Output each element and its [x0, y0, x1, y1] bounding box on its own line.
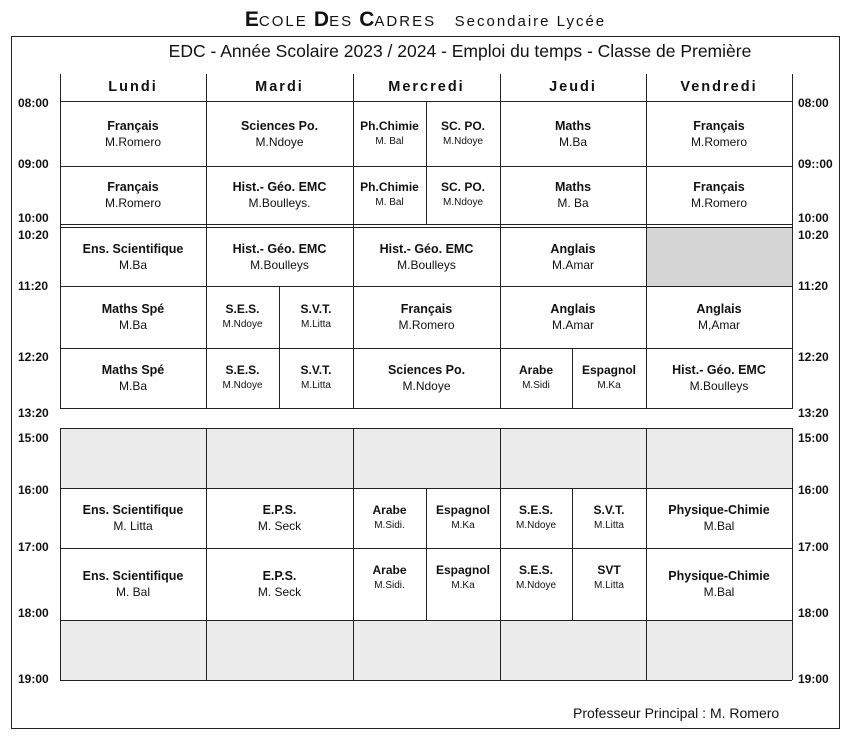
time-label: 15:00	[798, 431, 829, 445]
schedule-cell: Ph.Chimie M. Bal	[360, 118, 419, 147]
time-label: 11:20	[798, 279, 829, 293]
time-label: 11:20	[18, 279, 49, 293]
school-word: ES	[329, 13, 354, 30]
schedule-cell: S.E.S. M.Ndoye	[515, 503, 556, 531]
time-label: 13:20	[18, 406, 49, 420]
time-label: 10:00	[798, 211, 829, 225]
schedule-cell: Sciences Po. M.Ndoye	[240, 118, 319, 149]
day-header: Vendredi	[680, 79, 758, 95]
schedule-cell: S.E.S. M.Ndoye	[515, 563, 556, 591]
time-label: 09::00	[798, 157, 833, 171]
empty-row	[60, 620, 792, 680]
day-header: Mardi	[255, 79, 304, 95]
schedule-cell: Physique-Chimie M.Bal	[668, 569, 770, 599]
schedule-cell: Ens. Scientifique M. Bal	[82, 569, 184, 599]
time-label: 17:00	[798, 540, 829, 554]
school-subtitle: Secondaire Lycée	[454, 13, 607, 30]
school-word: COLE	[258, 13, 308, 30]
day-header: Mercredi	[388, 79, 465, 95]
schedule-cell: Français M.Romero	[104, 118, 161, 149]
empty-slot	[646, 227, 792, 286]
schedule-cell: E.P.S. M. Seck	[257, 569, 302, 599]
schedule-cell: E.P.S. M. Seck	[257, 503, 302, 533]
schedule-cell: Ph.Chimie M. Bal	[360, 180, 419, 208]
schedule-cell: Maths M.Ba	[554, 118, 592, 149]
schedule-cell: Anglais M.Amar	[550, 302, 596, 332]
time-label: 08:00	[18, 96, 49, 110]
schedule-cell: S.V.T. M.Litta	[300, 302, 332, 330]
schedule-cell: Espagnol M.Ka	[581, 363, 636, 391]
schedule-cell: Sciences Po. M.Ndoye	[387, 363, 466, 393]
schedule-cell: Espagnol M.Ka	[435, 563, 490, 591]
schedule-cell: Maths M. Ba	[554, 180, 592, 210]
time-label: 10:20	[798, 228, 829, 242]
time-label: 12:20	[18, 350, 49, 364]
schedule-cell: SC. PO. M.Ndoye	[440, 118, 485, 147]
schedule-cell: Hist.- Géo. EMC M.Boulleys	[379, 241, 474, 272]
schedule-cell: Français M.Romero	[690, 180, 747, 210]
time-label: 17:00	[18, 540, 49, 554]
empty-row	[60, 428, 792, 488]
schedule-cell: Anglais M.Amar	[550, 241, 596, 272]
schedule-cell: SC. PO. M.Ndoye	[440, 180, 485, 208]
day-header: Lundi	[108, 79, 158, 95]
time-label: 16:00	[798, 483, 829, 497]
school-word: ADRES	[374, 13, 437, 30]
schedule-cell: S.V.T. M.Litta	[593, 503, 625, 531]
time-label: 12:20	[798, 350, 829, 364]
schedule-cell: Espagnol M.Ka	[435, 503, 490, 531]
school-letter: C	[359, 8, 375, 31]
schedule-cell: Français M.Romero	[690, 118, 747, 149]
time-label: 18:00	[18, 606, 49, 620]
schedule-cell: Arabe M.Sidi	[518, 363, 553, 391]
day-header: Jeudi	[549, 79, 597, 95]
time-label: 19:00	[798, 672, 829, 686]
time-label: 18:00	[798, 606, 829, 620]
school-letter: E	[244, 8, 259, 31]
school-letter: D	[313, 8, 330, 31]
schedule-cell: S.E.S. M.Ndoye	[222, 302, 263, 330]
time-label: 16:00	[18, 483, 49, 497]
schedule-cell: Anglais M,Amar	[696, 302, 742, 332]
schedule-cell: Ens. Scientifique M.Ba	[82, 241, 184, 272]
schedule-cell: Physique-Chimie M.Bal	[668, 503, 770, 533]
school-name	[0, 8, 851, 32]
time-label: 19:00	[18, 672, 49, 686]
schedule-cell: S.V.T. M.Litta	[300, 363, 332, 391]
schedule-cell: Hist.- Géo. EMC M.Boulleys	[672, 363, 766, 393]
time-label: 13:20	[798, 406, 829, 420]
time-label: 10:20	[18, 228, 49, 242]
time-label: 10:00	[18, 211, 49, 225]
schedule-cell: SVT M.Litta	[593, 563, 624, 591]
schedule-cell: Arabe M.Sidi.	[372, 563, 407, 591]
schedule-cell: Maths Spé M.Ba	[101, 302, 165, 332]
schedule-cell: Ens. Scientifique M. Litta	[82, 503, 184, 533]
schedule-cell: Hist.- Géo. EMC M.Boulleys.	[232, 180, 327, 210]
schedule-cell: Hist.- Géo. EMC M.Boulleys	[232, 241, 327, 272]
schedule-cell: Maths Spé M.Ba	[101, 363, 165, 393]
schedule-cell: Français M.Romero	[398, 302, 455, 332]
time-label: 09:00	[18, 157, 49, 171]
time-label: 08:00	[798, 96, 829, 110]
schedule-cell: Français M.Romero	[104, 180, 161, 210]
schedule-cell: S.E.S. M.Ndoye	[222, 363, 263, 391]
page-title: EDC - Année Scolaire 2023 / 2024 - Emploi du temps - Classe de Première	[168, 41, 752, 61]
time-label: 15:00	[18, 431, 49, 445]
schedule-cell: Arabe M.Sidi.	[372, 503, 407, 531]
principal-teacher: Professeur Principal : M. Romero	[573, 705, 780, 721]
